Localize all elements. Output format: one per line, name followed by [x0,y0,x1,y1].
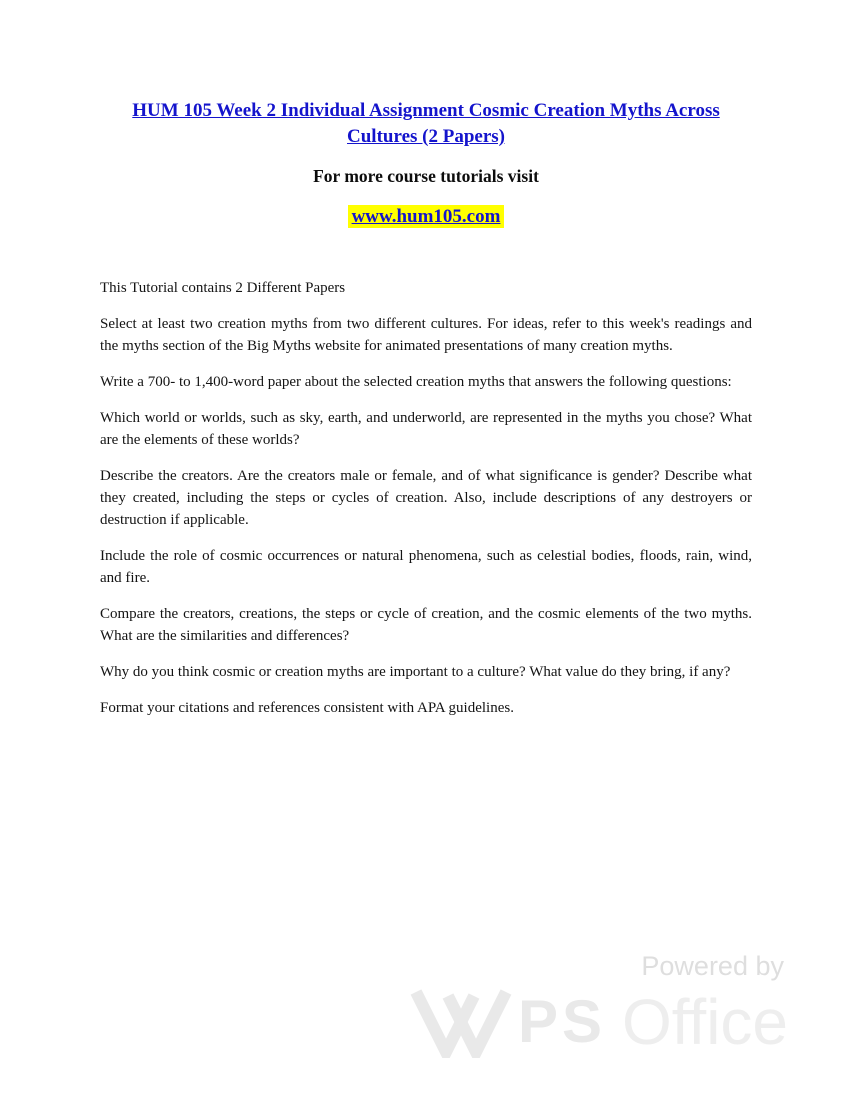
document-title [102,98,750,150]
wps-w-icon [408,986,512,1058]
subtitle-text: For more course tutorials visit [313,166,539,186]
document-body [100,277,752,719]
paragraph-why-important: Why do you think cosmic or creation myths are important to a culture? What value do they bring, if any? [100,664,731,680]
paragraph-tutorial-contains: This Tutorial contains 2 Different Papers [100,280,346,296]
wps-watermark [408,950,788,1060]
course-link-line [100,204,752,231]
paragraph-select-myths: Select at least two creation myths from two different cultures. For ideas, refer to this week's readings and the myths section of the Big Myths website for animated presentations of many creation myths. [100,316,752,354]
wps-office-logo [408,984,788,1060]
course-title-link[interactable]: HUM 105 Week 2 Individual Assignment Cosmic Creation Myths Across Cultures (2 Papers) [132,100,720,147]
paragraph-apa-format: Format your citations and references consistent with APA guidelines. [100,700,514,716]
paragraph-compare-myths: Compare the creators, creations, the steps or cycle of creation, and the cosmic elements of the two myths. What are the similarities and differences? [100,606,752,644]
paragraph-write-paper: Write a 700- to 1,400-word paper about the selected creation myths that answers the following questions: [100,374,732,390]
course-website-link[interactable]: www.hum105.com [348,205,505,228]
paragraph-which-worlds: Which world or worlds, such as sky, earth, and underworld, are represented in the myths you chose? What are the elements of these worlds? [100,410,752,448]
paragraph-describe-creators: Describe the creators. Are the creators male or female, and of what significance is gender? Describe what they created, including the steps or cycles of creation. Also, include descriptions of any destroyers or destruction if applicable. [100,468,752,528]
paragraph-cosmic-occurrences: Include the role of cosmic occurrences or natural phenomena, such as celestial bodies, floods, rain, wind, and fire. [100,548,752,586]
wps-ps-text: PS [517,988,606,1055]
powered-by-text: Powered by [641,951,784,981]
wps-office-text: Office [622,986,788,1058]
